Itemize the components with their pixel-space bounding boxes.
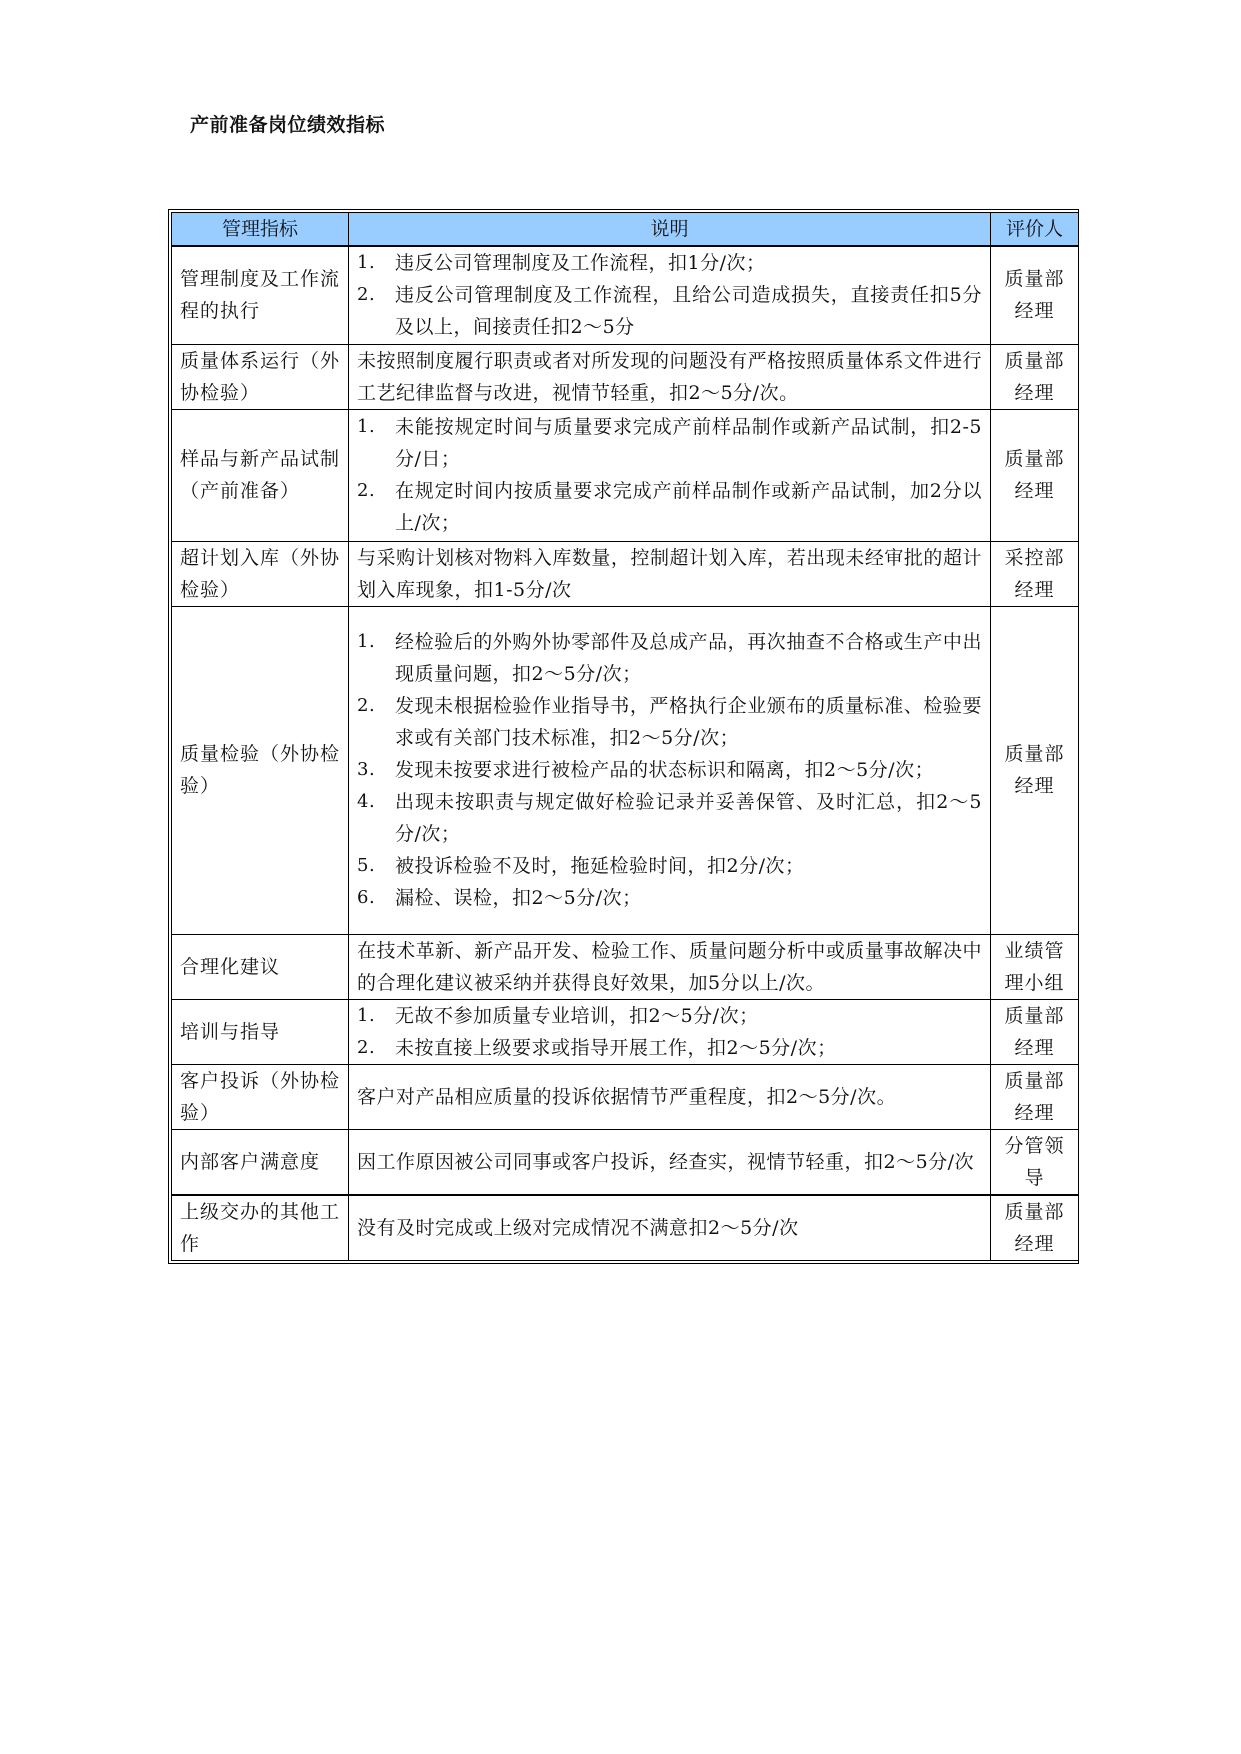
rule-number: 2. <box>357 695 376 716</box>
rule-item <box>357 626 982 690</box>
description-cell: 因工作原因被公司同事或客户投诉，经查实，视情节轻重，扣2～5分/次 <box>349 1129 991 1195</box>
evaluator-cell: 质量部经理 <box>991 1195 1079 1261</box>
kpi-table <box>171 212 1079 1261</box>
rule-text: 经检验后的外购外协零部件及总成产品，再次抽查不合格或生产中出现质量问题，扣2～5分/次； <box>395 631 982 685</box>
evaluator-cell: 质量部经理 <box>991 344 1079 409</box>
indicator-cell: 管理制度及工作流程的执行 <box>172 246 349 344</box>
description-cell <box>349 606 991 934</box>
description-cell: 客户对产品相应质量的投诉依据情节严重程度，扣2～5分/次。 <box>349 1064 991 1129</box>
rule-text: 违反公司管理制度及工作流程，扣1分/次； <box>395 252 766 275</box>
indicator-cell: 质量体系运行（外协检验） <box>172 344 349 409</box>
rule-number: 6. <box>357 887 376 908</box>
description-cell: 未按照制度履行职责或者对所发现的问题没有严格按照质量体系文件进行工艺纪律监督与改进，视情节轻重，扣2～5分/次。 <box>349 344 991 409</box>
rule-text: 发现未按要求进行被检产品的状态标识和隔离，扣2～5分/次； <box>395 759 935 781</box>
rule-number: 2. <box>357 1036 376 1058</box>
evaluator-cell: 分管领导 <box>991 1129 1079 1195</box>
rule-number: 1. <box>357 631 376 652</box>
rule-list <box>357 1000 982 1064</box>
rule-item <box>357 690 982 754</box>
description-cell: 与采购计划核对物料入库数量，控制超计划入库，若出现未经审批的超计划入库现象，扣1-5分/次 <box>349 541 991 606</box>
evaluator-cell: 质量部经理 <box>991 1064 1079 1129</box>
indicator-cell: 培训与指导 <box>172 999 349 1064</box>
rule-text: 漏检、误检，扣2～5分/次； <box>395 887 642 909</box>
rule-text: 出现未按职责与规定做好检验记录并妥善保管、及时汇总，扣2～5分/次； <box>395 791 982 845</box>
rule-item <box>357 1000 982 1032</box>
header-description: 说明 <box>349 213 991 247</box>
table-row <box>172 999 1079 1064</box>
indicator-cell: 上级交办的其他工作 <box>172 1195 349 1261</box>
table-row <box>172 934 1079 999</box>
evaluator-cell: 采控部经理 <box>991 541 1079 606</box>
table-row <box>172 1064 1079 1129</box>
table-row <box>172 344 1079 409</box>
rule-number: 5. <box>357 855 376 876</box>
rule-list <box>357 411 982 539</box>
indicator-cell: 样品与新产品试制（产前准备） <box>172 409 349 541</box>
rule-item <box>357 786 982 850</box>
rule-item <box>357 247 982 279</box>
rule-item <box>357 882 982 914</box>
evaluator-cell: 业绩管理小组 <box>991 934 1079 999</box>
rule-text: 未按直接上级要求或指导开展工作，扣2～5分/次； <box>395 1036 837 1059</box>
description-cell: 没有及时完成或上级对完成情况不满意扣2～5分/次 <box>349 1195 991 1261</box>
rule-text: 违反公司管理制度及工作流程，且给公司造成损失，直接责任扣5分及以上，间接责任扣2～5分 <box>395 284 982 339</box>
evaluator-cell: 质量部经理 <box>991 409 1079 541</box>
table-header-row <box>172 213 1079 247</box>
rule-list <box>357 626 982 914</box>
rule-number: 1. <box>357 1004 376 1026</box>
document-title: 产前准备岗位绩效指标 <box>190 114 386 136</box>
evaluator-cell: 质量部经理 <box>991 246 1079 344</box>
rule-item <box>357 475 982 539</box>
table-row <box>172 246 1079 344</box>
rule-text: 未能按规定时间与质量要求完成产前样品制作或新产品试制，扣2-5分/日； <box>395 416 982 470</box>
indicator-cell: 超计划入库（外协检验） <box>172 541 349 606</box>
rule-number: 2. <box>357 284 376 306</box>
description-cell <box>349 999 991 1064</box>
rule-item <box>357 1032 982 1064</box>
rule-item <box>357 850 982 882</box>
table-row <box>172 1195 1079 1261</box>
description-cell: 在技术革新、新产品开发、检验工作、质量问题分析中或质量事故解决中的合理化建议被采纳并获得良好效果，加5分以上/次。 <box>349 934 991 999</box>
rule-text: 无故不参加质量专业培训，扣2～5分/次； <box>395 1004 759 1027</box>
rule-text: 发现未根据检验作业指导书，严格执行企业颁布的质量标准、检验要求或有关部门技术标准，扣2～5分/次； <box>395 695 982 749</box>
table-row <box>172 409 1079 541</box>
rule-item <box>357 279 982 343</box>
description-cell <box>349 409 991 541</box>
table-row <box>172 1129 1079 1195</box>
rule-text: 在规定时间内按质量要求完成产前样品制作或新产品试制，加2分以上/次； <box>395 480 982 534</box>
header-evaluator: 评价人 <box>991 213 1079 247</box>
rule-number: 1. <box>357 252 376 274</box>
evaluator-cell: 质量部经理 <box>991 999 1079 1064</box>
rule-number: 4. <box>357 791 376 812</box>
indicator-cell: 客户投诉（外协检验） <box>172 1064 349 1129</box>
indicator-cell: 合理化建议 <box>172 934 349 999</box>
indicator-cell: 内部客户满意度 <box>172 1129 349 1195</box>
table-row <box>172 606 1079 934</box>
table-row <box>172 541 1079 606</box>
rule-number: 2. <box>357 480 376 501</box>
rule-list <box>357 247 982 343</box>
rule-item <box>357 411 982 475</box>
rule-item <box>357 754 982 786</box>
header-indicator: 管理指标 <box>172 213 349 247</box>
rule-number: 3. <box>357 759 376 780</box>
rule-text: 被投诉检验不及时，拖延检验时间，扣2分/次； <box>395 855 805 877</box>
description-cell <box>349 246 991 344</box>
kpi-table-container <box>168 209 1079 1264</box>
evaluator-cell: 质量部经理 <box>991 606 1079 934</box>
rule-number: 1. <box>357 416 376 437</box>
indicator-cell: 质量检验（外协检验） <box>172 606 349 934</box>
